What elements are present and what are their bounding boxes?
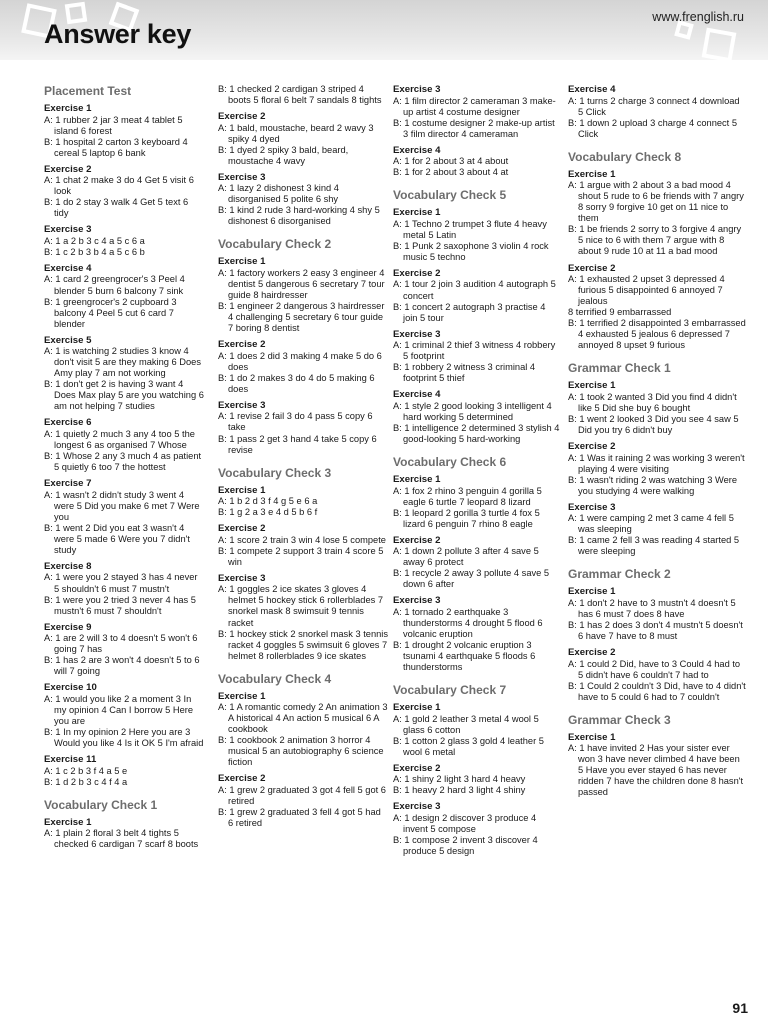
exercise-heading: Exercise 4 xyxy=(393,389,441,401)
column-3 xyxy=(393,84,561,857)
answer-line: A: 1 style 2 good looking 3 intelligent 4 hard working 5 determined xyxy=(393,400,552,422)
answer-line: B: 1 d 2 b 3 c 4 f 4 a xyxy=(44,776,128,787)
answer-line: B: 1 don't get 2 is having 3 want 4 Does Max play 5 are you watching 6 am not helping 7 studies xyxy=(44,379,204,412)
exercise-heading: Exercise 3 xyxy=(568,501,616,513)
answer-line: A: 1 card 2 greengrocer's 3 Peel 4 blender 5 burn 6 balcony 7 sink xyxy=(44,274,185,296)
exercise-heading: Exercise 7 xyxy=(44,478,92,490)
answer-line: B: 1 g 2 a 3 e 4 d 5 b 6 f xyxy=(218,507,318,518)
exercise-heading: Exercise 11 xyxy=(44,754,97,766)
exercise-heading: Exercise 2 xyxy=(568,262,616,274)
answer-line: 8 terrified 9 embarrassed xyxy=(568,307,672,318)
answer-line: A: 1 a 2 b 3 c 4 a 5 c 6 a xyxy=(44,235,145,246)
exercise-heading: Exercise 1 xyxy=(568,380,616,392)
answer-line: A: 1 goggles 2 ice skates 3 gloves 4 helmet 5 hockey stick 6 rollerblades 7 snorkel mask 8 swimsuit 9 tennis racket xyxy=(218,584,384,628)
answer-line: B: 1 recycle 2 away 3 pollute 4 save 5 down 6 after xyxy=(393,568,550,590)
answer-line: A: 1 shiny 2 light 3 hard 4 heavy xyxy=(393,774,526,785)
answer-line: B: 1 robbery 2 witness 3 criminal 4 footprint 5 thief xyxy=(393,362,536,384)
section-heading: Placement Test xyxy=(44,84,132,98)
answer-line: A: 1 fox 2 rhino 3 penguin 4 gorilla 5 eagle 6 turtle 7 leopard 8 lizard xyxy=(393,485,542,507)
answer-line: B: 1 In my opinion 2 Here you are 3 Would you like 4 Is it OK 5 I'm afraid xyxy=(44,726,204,749)
exercise-heading: Exercise 2 xyxy=(218,773,266,785)
answer-line: B: 1 cookbook 2 animation 3 horror 4 musical 5 an autobiography 6 science fiction xyxy=(218,735,384,768)
exercise-heading: Exercise 3 xyxy=(393,328,441,340)
section-heading: Vocabulary Check 1 xyxy=(44,797,158,812)
answer-line: A: 1 A romantic comedy 2 An animation 3 A historical 4 An action 5 musical 6 A cookbook xyxy=(218,702,388,735)
answer-line: A: 1 have invited 2 Has your sister ever won 3 have never climbed 4 have been 5 Have you ever stayed 6 has never ridden 7 have the children done 8 hasn't passed xyxy=(568,743,744,798)
answer-line: A: 1 turns 2 charge 3 connect 4 download 5 Click xyxy=(568,95,740,117)
answer-line: B: 1 c 2 b 3 b 4 a 5 c 6 b xyxy=(44,246,145,257)
exercise-heading: Exercise 2 xyxy=(393,762,441,774)
exercise-heading: Exercise 1 xyxy=(568,731,616,743)
page-title: Answer key xyxy=(44,19,192,49)
answer-line: B: 1 concert 2 autograph 3 practise 4 join 5 tour xyxy=(393,301,546,323)
answer-line: B: 1 heavy 2 hard 3 light 4 shiny xyxy=(393,785,526,796)
answer-line: A: 1 bald, moustache, beard 2 wavy 3 spiky 4 dyed xyxy=(218,122,374,144)
answer-line: B: 1 greengrocer's 2 cupboard 3 balcony 4 Peel 5 cut 6 card 7 blender xyxy=(44,296,177,329)
answer-line: B: 1 costume designer 2 make-up artist 3 film director 4 cameraman xyxy=(393,117,555,139)
exercise-heading: Exercise 1 xyxy=(44,103,92,114)
exercise-heading: Exercise 6 xyxy=(44,417,92,429)
answer-line: B: 1 kind 2 rude 3 hard-working 4 shy 5 dishonest 6 disorganised xyxy=(218,205,380,227)
answer-line: A: 1 Techno 2 trumpet 3 flute 4 heavy metal 5 Latin xyxy=(393,218,547,240)
decorative-square xyxy=(702,28,737,63)
answer-line: B: 1 leopard 2 gorilla 3 turtle 4 fox 5 lizard 6 penguin 7 rhino 8 eagle xyxy=(393,507,540,529)
answer-line: A: 1 are 2 will 3 to 4 doesn't 5 won't 6 going 7 has xyxy=(44,633,198,655)
answer-line: A: 1 does 2 did 3 making 4 make 5 do 6 does xyxy=(218,350,382,372)
section-heading: Grammar Check 2 xyxy=(568,567,671,582)
answer-line: A: 1 c 2 b 3 f 4 a 5 e xyxy=(44,765,128,776)
section-heading: Vocabulary Check 2 xyxy=(218,237,332,252)
exercise-heading: Exercise 3 xyxy=(44,224,92,236)
answer-line: A: 1 Was it raining 2 was working 3 weren't playing 4 were visiting xyxy=(568,452,745,474)
exercise-heading: Exercise 3 xyxy=(218,572,266,584)
answer-line: A: 1 plain 2 floral 3 belt 4 tights 5 checked 6 cardigan 7 scarf 8 boots xyxy=(44,828,199,850)
answer-line: A: 1 don't 2 have to 3 mustn't 4 doesn't 5 has 6 must 7 does 8 have xyxy=(568,597,736,619)
answer-line: B: 1 compete 2 support 3 train 4 score 5 win xyxy=(218,545,384,567)
exercise-heading: Exercise 3 xyxy=(393,801,441,813)
exercise-heading: Exercise 1 xyxy=(44,816,92,828)
exercise-heading: Exercise 4 xyxy=(568,84,616,95)
answer-line: B: 1 went 2 Did you eat 3 wasn't 4 were 5 made 6 Were you 7 didn't study xyxy=(44,522,190,555)
section-heading: Grammar Check 3 xyxy=(568,712,671,727)
exercise-heading: Exercise 1 xyxy=(218,690,266,702)
exercise-heading: Exercise 2 xyxy=(218,339,266,351)
exercise-heading: Exercise 2 xyxy=(568,441,616,453)
answer-line: B: 1 came 2 fell 3 was reading 4 started 5 were sleeping xyxy=(568,535,740,557)
answer-line: A: 1 b 2 d 3 f 4 g 5 e 6 a xyxy=(218,496,318,507)
exercise-heading: Exercise 3 xyxy=(218,399,266,411)
exercise-heading: Exercise 2 xyxy=(44,163,92,175)
answer-line: B: 1 has 2 does 3 don't 4 mustn't 5 doesn't 6 have 7 have to 8 must xyxy=(568,620,743,642)
answer-line: A: 1 lazy 2 dishonest 3 kind 4 disorganised 5 polite 6 shy xyxy=(218,183,339,205)
column-1 xyxy=(44,84,204,850)
section-heading: Vocabulary Check 3 xyxy=(218,465,332,480)
answer-line: A: 1 could 2 Did, have to 3 Could 4 had to 5 didn't have 6 couldn't 7 had to xyxy=(568,658,741,680)
column-4 xyxy=(568,84,746,799)
answer-line: A: 1 rubber 2 jar 3 meat 4 tablet 5 island 6 forest xyxy=(44,114,183,136)
exercise-heading: Exercise 4 xyxy=(44,262,92,274)
exercise-heading: Exercise 8 xyxy=(44,560,92,572)
page-number: 91 xyxy=(732,1000,748,1016)
answer-line: A: 1 criminal 2 thief 3 witness 4 robbery 5 footprint xyxy=(393,340,556,362)
answer-line: A: 1 revise 2 fail 3 do 4 pass 5 copy 6 take xyxy=(218,411,373,433)
exercise-heading: Exercise 1 xyxy=(218,256,266,268)
answer-line: A: 1 gold 2 leather 3 metal 4 wool 5 glass 6 cotton xyxy=(393,713,539,735)
answer-line: A: 1 exhausted 2 upset 3 depressed 4 furious 5 disappointed 6 annoyed 7 jealous xyxy=(568,274,725,307)
answer-line: B: 1 Whose 2 any 3 much 4 as patient 5 quietly 6 too 7 the hottest xyxy=(44,451,202,473)
exercise-heading: Exercise 3 xyxy=(393,595,441,607)
answer-line: A: 1 is watching 2 studies 3 know 4 don't visit 5 are they making 6 Does Amy play 7 am not working xyxy=(44,346,201,379)
answer-line: B: 1 do 2 stay 3 walk 4 Get 5 text 6 tidy xyxy=(44,197,189,219)
answer-columns xyxy=(0,84,768,1004)
exercise-heading: Exercise 1 xyxy=(568,168,616,180)
exercise-heading: Exercise 2 xyxy=(568,647,616,659)
exercise-heading: Exercise 2 xyxy=(393,267,441,279)
exercise-heading: Exercise 3 xyxy=(393,84,441,95)
answer-line: B: 1 has 2 are 3 won't 4 doesn't 5 to 6 will 7 going xyxy=(44,655,200,677)
answer-line: B: 1 cotton 2 glass 3 gold 4 leather 5 wool 6 metal xyxy=(393,735,544,757)
exercise-heading: Exercise 3 xyxy=(218,171,266,183)
section-heading: Grammar Check 1 xyxy=(568,361,671,376)
answer-line: B: 1 hospital 2 carton 3 keyboard 4 cereal 5 laptop 6 bank xyxy=(44,136,188,158)
answer-line: A: 1 tornado 2 earthquake 3 thunderstorms 4 drought 5 flood 6 volcanic eruption xyxy=(393,606,543,639)
answer-line: B: 1 Could 2 couldn't 3 Did, have to 4 didn't have to 5 could 6 had to 7 couldn't xyxy=(568,680,746,702)
answer-line: B: 1 drought 2 volcanic eruption 3 tsunami 4 earthquake 5 floods 6 thunderstorms xyxy=(393,640,536,673)
answer-line: B: 1 pass 2 get 3 hand 4 take 5 copy 6 revise xyxy=(218,433,377,455)
answer-line: A: 1 wasn't 2 didn't study 3 went 4 were 5 Did you make 6 met 7 Were you xyxy=(44,489,200,522)
answer-line: A: 1 design 2 discover 3 produce 4 invent 5 compose xyxy=(393,812,537,835)
exercise-heading: Exercise 9 xyxy=(44,621,92,633)
answer-line: A: 1 would you like 2 a moment 3 In my opinion 4 Can I borrow 5 Here you are xyxy=(44,693,194,726)
answer-line: A: 1 down 2 pollute 3 after 4 save 5 away 6 protect xyxy=(393,546,539,568)
section-heading: Vocabulary Check 6 xyxy=(393,455,507,470)
exercise-heading: Exercise 2 xyxy=(218,523,266,535)
answer-line: B: 1 engineer 2 dangerous 3 hairdresser 4 challenging 5 secretary 6 tour guide 7 boring 8 dentist xyxy=(218,301,385,334)
answer-line: B: 1 be friends 2 sorry to 3 forgive 4 angry 5 nice to 6 with them 7 argue with 8 about 9 rude 10 at 11 a bad mood xyxy=(568,224,742,257)
exercise-heading: Exercise 4 xyxy=(393,144,441,156)
answer-line: A: 1 factory workers 2 easy 3 engineer 4 dentist 5 dangerous 6 secretary 7 tour guide 8 hairdresser xyxy=(218,267,385,301)
exercise-heading: Exercise 10 xyxy=(44,682,97,694)
answer-line: B: 1 for 2 about 3 about 4 at xyxy=(393,167,509,178)
answer-line: A: 1 were you 2 stayed 3 has 4 never 5 shouldn't 6 must 7 mustn't xyxy=(44,572,198,594)
answer-line: A: 1 score 2 train 3 win 4 lose 5 compete xyxy=(218,534,386,545)
section-heading: Vocabulary Check 5 xyxy=(393,188,507,203)
answer-line: A: 1 took 2 wanted 3 Did you find 4 didn't like 5 Did she buy 6 bought xyxy=(568,391,737,413)
exercise-heading: Exercise 1 xyxy=(218,484,266,496)
answer-line: A: 1 tour 2 join 3 audition 4 autograph 5 concert xyxy=(393,279,556,301)
answer-line: B: 1 down 2 upload 3 charge 4 connect 5 Click xyxy=(568,117,738,139)
answer-line: B: 1 intelligence 2 determined 3 stylish 4 good-looking 5 hard-working xyxy=(393,422,560,444)
answer-line: B: 1 hockey stick 2 snorkel mask 3 tennis racket 4 goggles 5 swimsuit 6 gloves 7 helmet 8 rollerblades 9 ice skates xyxy=(218,628,388,661)
answer-line: B: 1 do 2 makes 3 do 4 do 5 making 6 does xyxy=(218,372,375,394)
exercise-heading: Exercise 2 xyxy=(218,111,266,123)
answer-line: B: 1 went 2 looked 3 Did you see 4 saw 5 Did you try 6 didn't buy xyxy=(568,413,739,435)
answer-line: A: 1 chat 2 make 3 do 4 Get 5 visit 6 look xyxy=(44,175,194,197)
exercise-heading: Exercise 5 xyxy=(44,334,92,346)
site-url: www.frenglish.ru xyxy=(652,10,744,24)
column-2 xyxy=(218,84,388,829)
answer-line: A: 1 were camping 2 met 3 came 4 fell 5 was sleeping xyxy=(568,513,734,535)
answer-line: A: 1 quietly 2 much 3 any 4 too 5 the longest 6 as organised 7 Whose xyxy=(44,428,195,451)
answer-line: B: 1 checked 2 cardigan 3 striped 4 boots 5 floral 6 belt 7 sandals 8 tights xyxy=(218,84,382,106)
answer-line: A: 1 film director 2 cameraman 3 make-up artist 4 costume designer xyxy=(393,95,556,117)
section-heading: Vocabulary Check 4 xyxy=(218,671,332,686)
answer-line: B: 1 were you 2 tried 3 never 4 has 5 mustn't 6 must 7 shouldn't xyxy=(44,594,196,616)
answer-line: B: 1 grew 2 graduated 3 fell 4 got 5 had 6 retired xyxy=(218,807,381,829)
answer-line: B: 1 wasn't riding 2 was watching 3 Were you studying 4 were walking xyxy=(568,474,738,496)
section-heading: Vocabulary Check 7 xyxy=(393,683,507,698)
answer-line: A: 1 for 2 about 3 at 4 about xyxy=(393,156,509,167)
answer-line: B: 1 Punk 2 saxophone 3 violin 4 rock music 5 techno xyxy=(393,240,549,262)
answer-line: B: 1 compose 2 invent 3 discover 4 produce 5 design xyxy=(393,835,538,857)
answer-line: A: 1 argue with 2 about 3 a bad mood 4 shout 5 rude to 6 be friends with 7 angry 8 sorry 9 forgive 10 get on 11 nice to them xyxy=(568,180,744,224)
answer-line: A: 1 grew 2 graduated 3 got 4 fell 5 got 6 retired xyxy=(218,784,386,807)
section-heading: Vocabulary Check 8 xyxy=(568,149,682,164)
answer-line: B: 1 terrified 2 disappointed 3 embarrassed 4 exhausted 5 jealous 6 depressed 7 annoyed 8 upset 9 furious xyxy=(568,318,746,351)
exercise-heading: Exercise 1 xyxy=(393,474,441,486)
exercise-heading: Exercise 1 xyxy=(568,586,616,598)
exercise-heading: Exercise 1 xyxy=(393,702,441,714)
answer-line: B: 1 dyed 2 spiky 3 bald, beard, moustache 4 wavy xyxy=(218,144,349,166)
exercise-heading: Exercise 1 xyxy=(393,207,441,219)
exercise-heading: Exercise 2 xyxy=(393,534,441,546)
